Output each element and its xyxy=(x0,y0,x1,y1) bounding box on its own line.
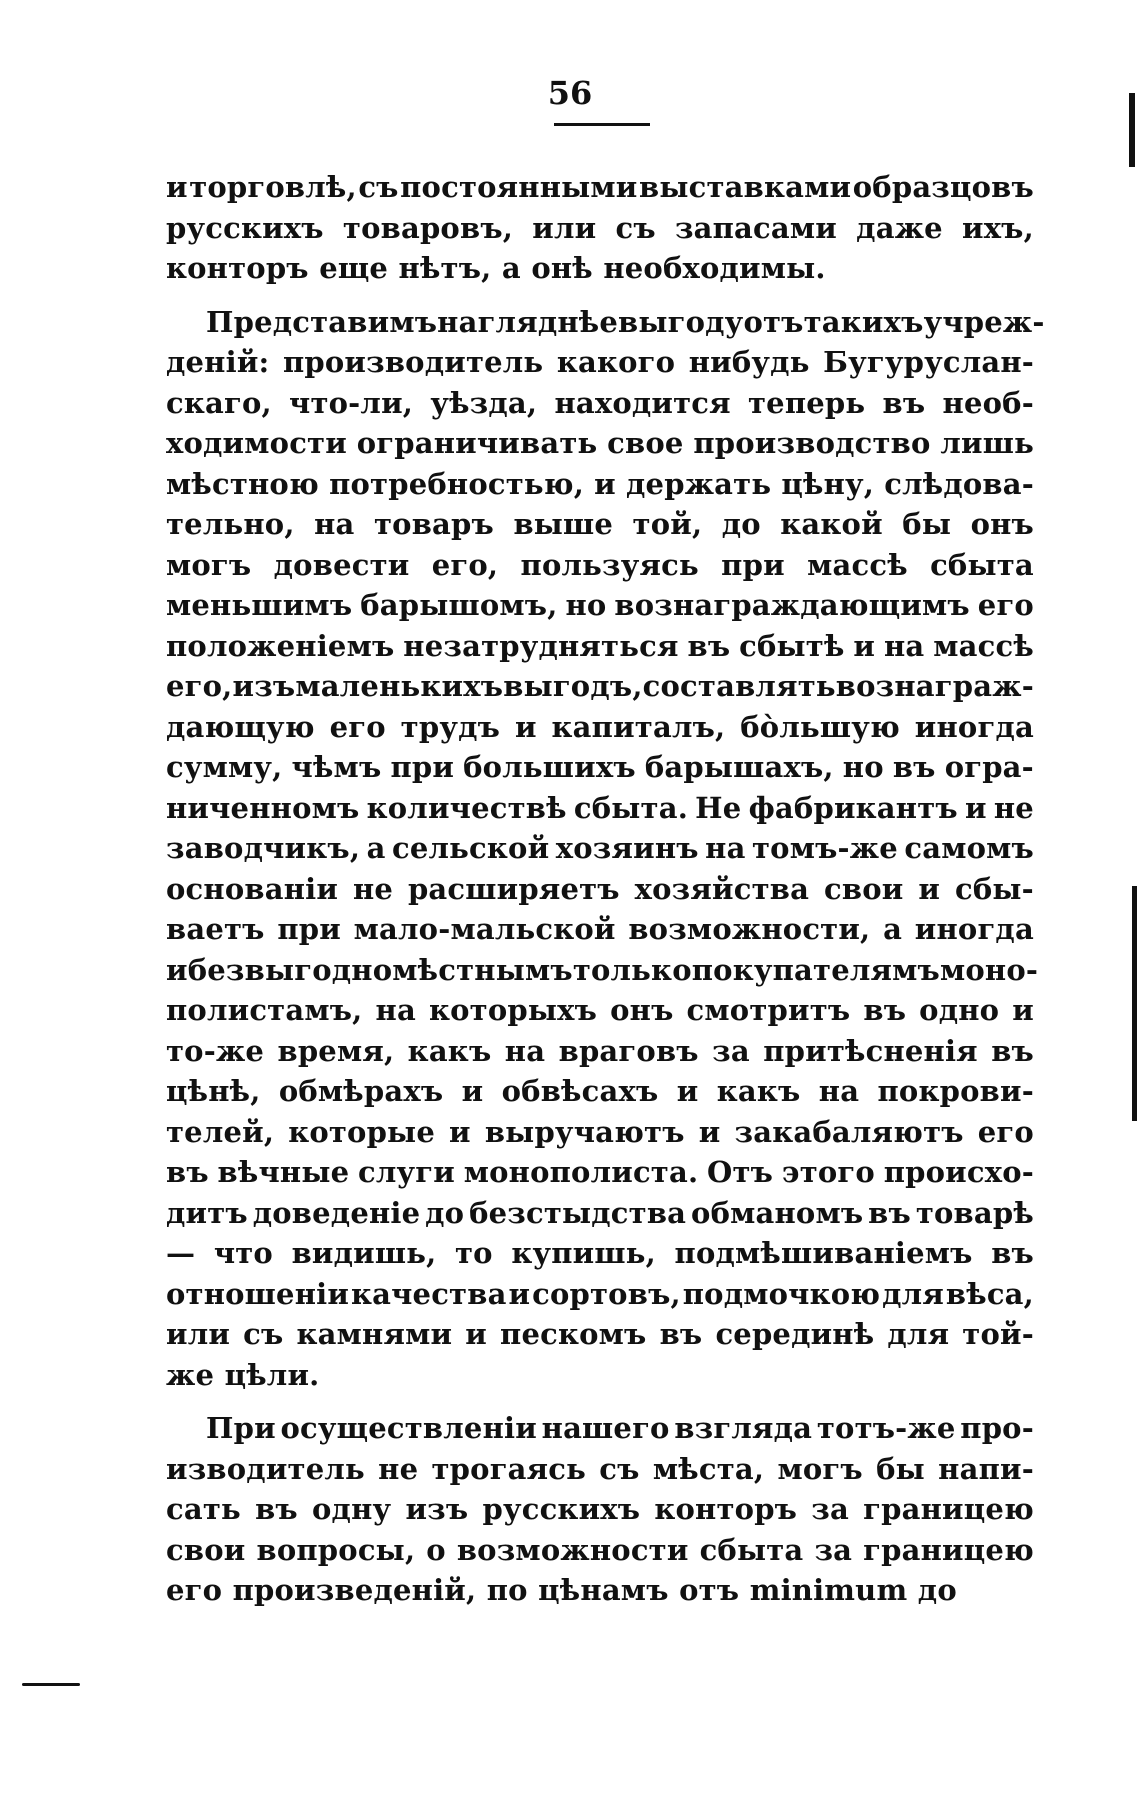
word: то xyxy=(455,1236,493,1270)
word: фабрикантъ xyxy=(748,790,958,825)
word: положеніемъ xyxy=(166,628,395,663)
word: вѣса, xyxy=(945,1276,1034,1311)
paragraph xyxy=(166,1408,1034,1611)
word: самомъ xyxy=(904,831,1034,865)
word: его xyxy=(977,588,1034,622)
word: выручаютъ xyxy=(484,1114,685,1149)
word: свои xyxy=(166,1532,246,1567)
word: Отъ xyxy=(707,1155,774,1189)
scan-edge-mark-top xyxy=(1129,93,1135,167)
word: той- xyxy=(962,1317,1034,1351)
word: даже xyxy=(856,210,943,245)
word: цѣну, xyxy=(781,466,875,501)
word: и xyxy=(1012,993,1034,1027)
word: цѣнамъ xyxy=(538,1573,669,1607)
word: для xyxy=(887,1317,950,1351)
word: теперь xyxy=(748,385,866,420)
word: меньшимъ xyxy=(166,588,353,622)
word: на xyxy=(705,831,746,865)
word: и xyxy=(698,1114,721,1149)
word: въ xyxy=(659,1317,703,1351)
word: въ xyxy=(892,750,936,784)
text-line xyxy=(166,1152,1034,1193)
word: огра- xyxy=(944,750,1034,784)
word: слуги xyxy=(358,1155,455,1189)
word: ихъ, xyxy=(961,210,1034,245)
text-line xyxy=(166,383,1034,424)
word: границею xyxy=(863,1532,1034,1567)
word: товаровъ, xyxy=(342,210,514,245)
word: напи- xyxy=(938,1451,1034,1486)
word: еще xyxy=(319,251,389,285)
word: что-ли, xyxy=(289,385,414,420)
page-number: 56 xyxy=(547,74,593,112)
word: довести xyxy=(273,547,410,582)
word: маленькихъ xyxy=(295,669,504,703)
word: какъ xyxy=(716,1074,801,1108)
word: происхо- xyxy=(883,1155,1034,1189)
word: его xyxy=(977,1114,1034,1149)
word: что xyxy=(213,1236,273,1270)
word: и xyxy=(508,1276,531,1311)
text-line xyxy=(166,828,1034,869)
word: онѣ xyxy=(531,251,593,285)
word: одну xyxy=(312,1492,392,1526)
word: телей, xyxy=(166,1114,275,1149)
word: ходимости xyxy=(166,426,347,460)
word: въ xyxy=(991,1033,1034,1068)
word: нагляднѣе xyxy=(437,304,619,339)
word: томъ-же xyxy=(752,831,898,865)
word: хозяинъ xyxy=(555,831,699,865)
text-line xyxy=(166,1530,1034,1571)
text-line xyxy=(166,666,1034,707)
text-line xyxy=(166,1355,1034,1396)
word: русскихъ xyxy=(166,210,324,245)
word: до xyxy=(917,1573,957,1607)
text-line xyxy=(166,909,1034,950)
word: безстыдства xyxy=(469,1195,687,1230)
word: свои xyxy=(824,871,904,906)
word: мѣстнымъ xyxy=(392,952,573,987)
word: въ xyxy=(255,1492,298,1526)
text-line xyxy=(166,788,1034,829)
word: купишь, xyxy=(511,1236,656,1270)
word: этого xyxy=(781,1155,875,1189)
word: уѣзда, xyxy=(430,385,538,420)
word: его, xyxy=(166,669,233,703)
word: minimum xyxy=(749,1573,908,1607)
word: сбыта. xyxy=(573,790,688,825)
word: большихъ xyxy=(463,750,636,784)
word: и xyxy=(964,790,987,825)
scan-edge-mark-middle xyxy=(1132,886,1137,1121)
word: одно xyxy=(919,993,1000,1027)
text-line xyxy=(166,869,1034,910)
word: но xyxy=(842,750,884,784)
page-number-rule xyxy=(554,123,650,126)
word: сумму, xyxy=(166,750,283,784)
word: тотъ-же xyxy=(816,1411,956,1445)
word: смотритъ xyxy=(686,993,851,1027)
text-line xyxy=(166,1449,1034,1490)
word: съ xyxy=(599,1451,640,1486)
word: отъ xyxy=(743,304,804,339)
word: держать xyxy=(626,466,772,501)
word: какого xyxy=(556,345,676,379)
word: сать xyxy=(166,1492,241,1526)
word: камнями xyxy=(296,1317,453,1351)
word: массѣ xyxy=(807,547,908,582)
paragraph-gap xyxy=(166,289,1034,302)
word: сельской xyxy=(392,831,550,865)
word: торговлѣ, xyxy=(189,170,357,204)
word: слѣдова- xyxy=(884,466,1034,501)
word: не xyxy=(993,790,1034,825)
word: и xyxy=(676,1074,699,1108)
text-line xyxy=(166,1314,1034,1355)
word: сбыта xyxy=(930,547,1034,582)
text-line xyxy=(166,747,1034,788)
word: съ xyxy=(615,210,656,245)
word: враговъ xyxy=(558,1033,699,1068)
word: притѣсненія xyxy=(763,1033,978,1068)
word: подмѣшиваніемъ xyxy=(674,1236,973,1270)
scan-edge-mark-bottom xyxy=(22,1683,80,1686)
word: сбы- xyxy=(955,871,1034,906)
text-line xyxy=(166,1408,1034,1449)
word: въ xyxy=(687,628,731,663)
word: въ xyxy=(991,1236,1034,1270)
word: про- xyxy=(960,1411,1034,1445)
word: за xyxy=(811,1492,849,1526)
text-line xyxy=(166,1570,1034,1611)
word: цѣнѣ, xyxy=(166,1074,261,1108)
word: вознаграж- xyxy=(835,669,1034,703)
text-line xyxy=(166,585,1034,626)
word: съ xyxy=(243,1317,284,1351)
word: деній: xyxy=(166,345,270,379)
word: и xyxy=(853,628,876,663)
word: и xyxy=(514,709,537,744)
word: въ xyxy=(868,1195,911,1230)
word: трогаясь xyxy=(431,1451,587,1486)
word: до xyxy=(425,1195,465,1230)
word: какъ xyxy=(407,1033,492,1068)
word: пескомъ xyxy=(500,1317,647,1351)
word: постоянными xyxy=(400,170,638,204)
word: Представимъ xyxy=(206,304,438,339)
text-line xyxy=(166,1489,1034,1530)
paragraph-gap xyxy=(166,1395,1034,1408)
word: и xyxy=(465,1317,487,1351)
word: на xyxy=(818,1074,860,1108)
word: вопросы, xyxy=(256,1532,416,1567)
text-line xyxy=(166,545,1034,586)
word: конторъ xyxy=(654,1492,798,1526)
word: незатрудняться xyxy=(403,628,679,663)
word: покупателямъ xyxy=(691,952,940,987)
word: нашего xyxy=(541,1411,670,1445)
text-line xyxy=(166,990,1034,1031)
word: обманомъ xyxy=(691,1195,864,1230)
word: изъ xyxy=(232,669,296,703)
word: взгляда xyxy=(674,1411,813,1445)
word: необ- xyxy=(942,385,1034,420)
word: доведеніе xyxy=(252,1195,421,1230)
word: выставками xyxy=(639,170,852,204)
text-line xyxy=(166,342,1034,383)
word: основаніи xyxy=(166,871,339,906)
word: его xyxy=(329,709,386,744)
text-line xyxy=(166,1233,1034,1274)
word: бы xyxy=(902,507,952,541)
word: время, xyxy=(277,1033,395,1068)
word: выше xyxy=(513,507,614,541)
word: вѣчные xyxy=(217,1155,350,1189)
word: осуществленіи xyxy=(280,1411,537,1445)
word: какой xyxy=(780,507,883,541)
word: Не xyxy=(695,790,742,825)
word: безвыгодно xyxy=(187,952,393,987)
body-text xyxy=(166,167,1045,1611)
word: и xyxy=(461,1074,484,1108)
word: только xyxy=(572,952,692,987)
word: производитель xyxy=(282,345,544,379)
word: при xyxy=(390,750,455,784)
word: при xyxy=(721,547,785,582)
word: запасами xyxy=(674,210,838,245)
text-line xyxy=(166,167,1034,208)
word: его xyxy=(166,1573,223,1607)
word: а xyxy=(501,251,521,285)
word: необходимы. xyxy=(603,251,826,285)
word: такихъ xyxy=(803,304,924,339)
word: монополиста. xyxy=(463,1155,699,1189)
text-line xyxy=(166,208,1034,249)
word: дитъ xyxy=(166,1195,248,1230)
text-line xyxy=(166,707,1034,748)
word: обмѣрахъ xyxy=(278,1074,444,1108)
word: барышахъ, xyxy=(644,750,834,784)
word: вознаграждающимъ xyxy=(614,588,970,622)
word: не xyxy=(352,871,394,906)
word: при xyxy=(277,912,341,946)
word: его, xyxy=(431,547,499,582)
word: и xyxy=(594,466,616,501)
word: сортовъ, xyxy=(532,1276,681,1311)
word: При xyxy=(206,1411,276,1445)
word: не xyxy=(378,1451,419,1486)
word: трудъ xyxy=(400,709,501,744)
text-line xyxy=(166,1071,1034,1112)
word: для xyxy=(882,1276,944,1311)
word: мѣстною xyxy=(166,466,319,501)
word: моно- xyxy=(939,952,1039,987)
word: образцовъ xyxy=(852,170,1034,204)
word: тельно, xyxy=(166,507,295,541)
word: на xyxy=(375,993,416,1027)
word: но xyxy=(565,588,607,622)
word: то-же xyxy=(166,1033,265,1068)
word: онъ xyxy=(970,507,1034,541)
word: и xyxy=(166,952,188,987)
word: бо̀льшую xyxy=(740,709,900,744)
word: конторъ xyxy=(166,251,309,285)
text-line xyxy=(166,626,1034,667)
text-line xyxy=(166,1193,1034,1234)
word: въ xyxy=(882,385,926,420)
word: дающую xyxy=(166,709,315,744)
word: по xyxy=(486,1573,528,1607)
paragraph xyxy=(166,302,1045,1396)
word: до xyxy=(721,507,761,541)
text-line xyxy=(166,248,1034,289)
word: за xyxy=(814,1532,853,1567)
word: изводитель xyxy=(166,1451,365,1486)
word: и xyxy=(166,170,188,204)
word: мало-мальской xyxy=(353,912,616,946)
word: на xyxy=(314,507,355,541)
word: а xyxy=(883,912,903,946)
word: учреж- xyxy=(923,304,1045,339)
word: русскихъ xyxy=(482,1492,641,1526)
text-line xyxy=(166,423,1034,464)
word: количествѣ xyxy=(366,790,567,825)
word: и xyxy=(918,871,941,906)
word: пользуясь xyxy=(520,547,699,582)
word: подмочкою xyxy=(682,1276,881,1311)
text-line xyxy=(166,504,1034,545)
word: изъ xyxy=(405,1492,469,1526)
word: полистамъ, xyxy=(166,993,363,1027)
word: отъ xyxy=(679,1573,740,1607)
word: барышомъ, xyxy=(360,588,558,622)
word: могъ xyxy=(777,1451,863,1486)
text-line xyxy=(166,1112,1034,1153)
word: сбыта xyxy=(699,1532,804,1567)
word: расширяетъ xyxy=(407,871,620,906)
text-line xyxy=(166,1031,1034,1072)
word: или xyxy=(532,210,597,245)
word: нѣтъ, xyxy=(398,251,492,285)
word: массѣ xyxy=(933,628,1034,663)
word: Бугуруслан- xyxy=(823,345,1034,379)
text-line xyxy=(166,1274,1034,1315)
word: — xyxy=(166,1236,196,1270)
word: товарѣ xyxy=(915,1195,1034,1230)
word: на xyxy=(884,628,925,663)
word: ниченномъ xyxy=(166,790,360,825)
word: которыхъ xyxy=(428,993,598,1027)
word: чѣмъ xyxy=(291,750,382,784)
word: выгодъ, xyxy=(503,669,643,703)
word: сбытѣ xyxy=(739,628,845,663)
paragraph xyxy=(166,167,1034,289)
word: а xyxy=(366,831,386,865)
text-line xyxy=(166,464,1034,505)
word: скаго, xyxy=(166,385,272,420)
word: покрови- xyxy=(877,1074,1034,1108)
word: ограничивать xyxy=(356,426,598,460)
word: же xyxy=(166,1357,215,1392)
word: произведеній, xyxy=(232,1573,477,1607)
text-line xyxy=(166,950,1039,991)
word: качества xyxy=(350,1276,507,1311)
word: составлять xyxy=(642,669,836,703)
word: за xyxy=(712,1033,750,1068)
word: производство xyxy=(693,426,931,460)
word: хозяйства xyxy=(634,871,810,906)
word: обвѣсахъ xyxy=(501,1074,659,1108)
word: закабаляютъ xyxy=(734,1114,964,1149)
word: и xyxy=(449,1114,471,1149)
word: могъ xyxy=(166,547,252,582)
word: въ xyxy=(863,993,907,1027)
word: границею xyxy=(863,1492,1034,1526)
word: иногда xyxy=(914,912,1034,946)
word: свое xyxy=(607,426,684,460)
word: на xyxy=(504,1033,546,1068)
word: цѣли. xyxy=(224,1357,320,1392)
word: съ xyxy=(358,170,399,204)
word: или xyxy=(166,1317,231,1351)
word: нибудь xyxy=(688,345,810,379)
word: отношеніи xyxy=(166,1276,350,1311)
word: той, xyxy=(632,507,703,541)
word: которые xyxy=(288,1114,435,1149)
word: капиталъ, xyxy=(551,709,726,744)
word: въ xyxy=(166,1155,209,1189)
word: заводчикъ, xyxy=(166,831,361,865)
word: онъ xyxy=(610,993,674,1027)
word: ваетъ xyxy=(166,912,265,946)
text-line xyxy=(166,302,1045,343)
word: возможности xyxy=(456,1532,689,1567)
word: иногда xyxy=(914,709,1034,744)
word: бы xyxy=(876,1451,925,1486)
word: о xyxy=(426,1532,446,1567)
word: возможности, xyxy=(628,912,871,946)
word: потребностью, xyxy=(329,466,584,501)
word: мѣста, xyxy=(652,1451,765,1486)
word: товаръ xyxy=(373,507,494,541)
word: находится xyxy=(554,385,731,420)
word: видишь, xyxy=(291,1236,437,1270)
word: выгоду xyxy=(618,304,744,339)
word: лишь xyxy=(940,426,1034,460)
word: серединѣ xyxy=(715,1317,875,1351)
